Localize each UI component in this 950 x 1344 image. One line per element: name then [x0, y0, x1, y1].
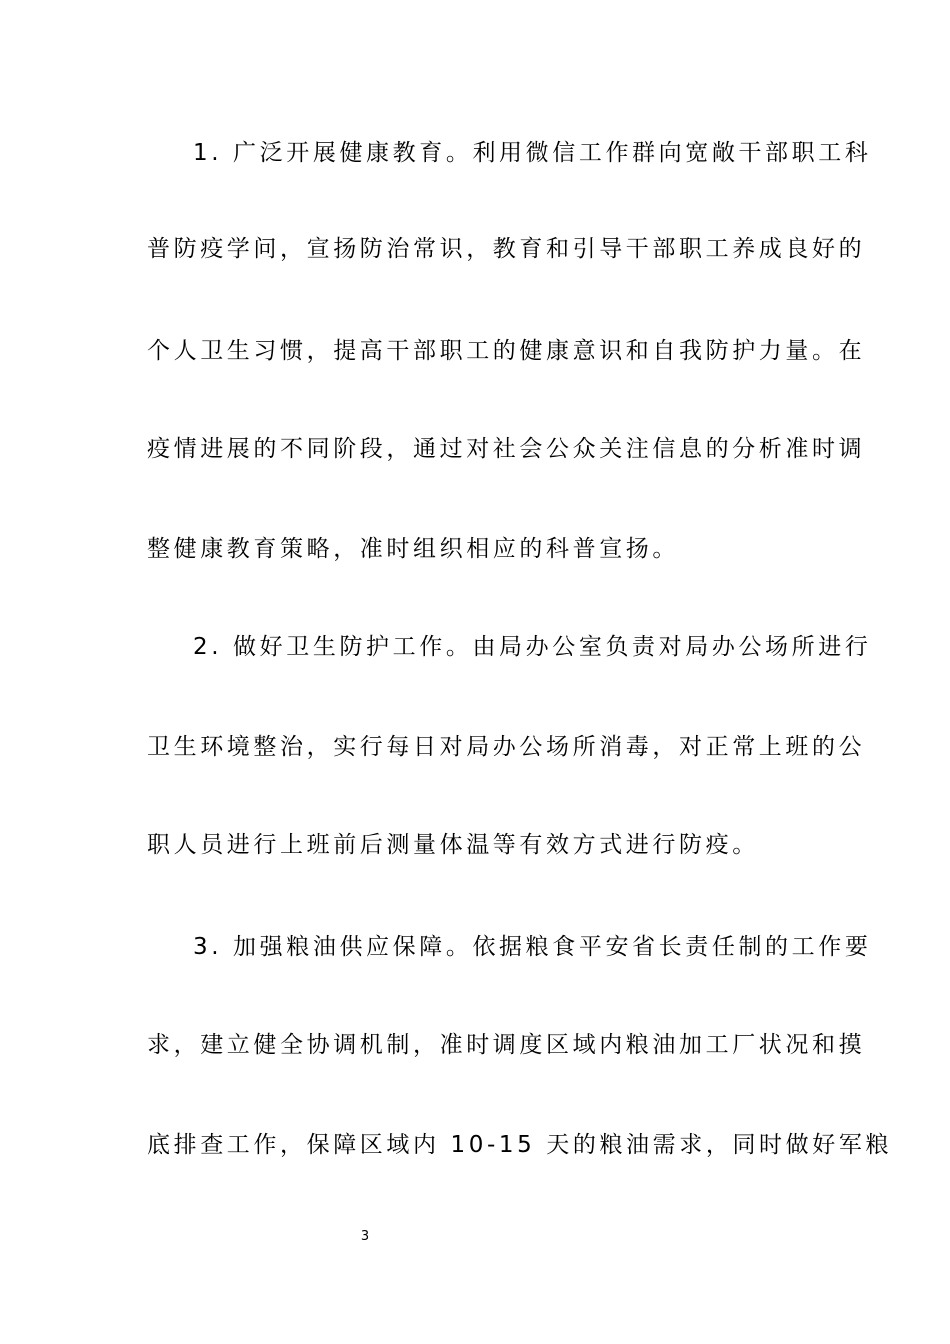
paragraph-3-line-3: 底排查工作，保障区域内 10-15 天的粮油需求，同时做好军粮	[147, 1132, 893, 1158]
paragraph-1-line-3: 个人卫生习惯，提高干部职工的健康意识和自我防护力量。在	[147, 338, 866, 364]
paragraph-1-line-1: 1. 广泛开展健康教育。利用微信工作群向宽敞干部职工科	[193, 140, 872, 166]
paragraph-2-line-3: 职人员进行上班前后测量体温等有效方式进行防疫。	[147, 832, 759, 858]
paragraph-3-line-1: 3. 加强粮油供应保障。依据粮食平安省长责任制的工作要	[193, 934, 872, 960]
paragraph-1-line-2: 普防疫学问，宣扬防治常识，教育和引导干部职工养成良好的	[147, 236, 866, 262]
paragraph-2-line-2: 卫生环境整治，实行每日对局办公场所消毒，对正常上班的公	[147, 734, 866, 760]
page-number: 3	[360, 1229, 370, 1244]
paragraph-1-line-5: 整健康教育策略，准时组织相应的科普宣扬。	[147, 536, 679, 562]
paragraph-3-line-2: 求，建立健全协调机制，准时调度区域内粮油加工厂状况和摸	[147, 1032, 866, 1058]
paragraph-1-line-4: 疫情进展的不同阶段，通过对社会公众关注信息的分析准时调	[147, 436, 866, 462]
paragraph-2-line-1: 2. 做好卫生防护工作。由局办公室负责对局办公场所进行	[193, 634, 872, 660]
